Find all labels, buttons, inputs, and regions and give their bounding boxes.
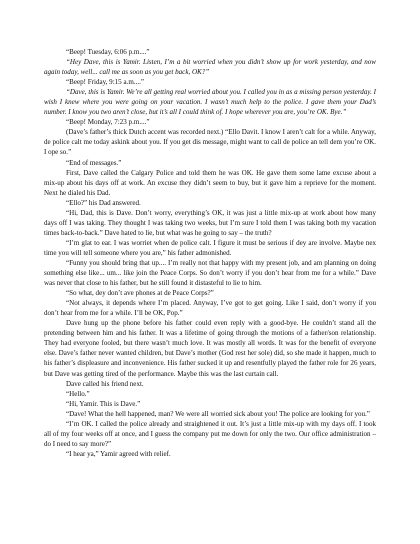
paragraph-beep-friday: “Beep! Friday, 9:15 a.m....” [66, 78, 145, 87]
paragraph-dad-reply-2: “So what, dey don’t ave phones at de Peace Corps?” [66, 289, 214, 298]
paragraph-yamir-message-2: “Dave, this is Yamir. We’re all getting real worried about you. I called you in as a missing person yesterday. I wish I knew where you were going on your vacation. I wasn’t much help to the police. I gave them your Dad’s number. I know you two aren’t close, but it’s all I could think of. I hope wherever you are, you’re OK. Bye.” [44, 88, 376, 117]
paragraph-dave-to-yamir: “I’m OK. I called the police already and straightened it out. It’s just a little mix-up with my days off. I took all of my four weeks off at once, and I guess the company put me down for only the two. Our office administration – do I need to say more?” [44, 419, 376, 448]
paragraph-dad-reply-1: “I’m glat to ear. I was worriet when de police calt. I figure it must be serious if dey are involve. Maybe nex time you will tell someone where you are,” his father admonished. [44, 238, 376, 257]
paragraph-yamir-message-1: “Hey Dave, this is Yamir. Listen, I’m a bit worried when you didn’t show up for work yesterday, and now again today, well... call me as soon as you get back, OK?” [44, 58, 376, 77]
paragraph-beep-tuesday: “Beep! Tuesday, 6:06 p.m....” [66, 48, 150, 56]
paragraph-dave-to-dad-3: “Not always, it depends where I’m placed. Anyway, I’ve got to get going. Like I said, don’t worry if you don’t hear from me for a while. I’ll be OK, Pop.” [44, 299, 376, 318]
paragraph-calls-friend: Dave called his friend next. [66, 379, 144, 388]
paragraph-dave-to-dad-2: “Funny you should bring that up.... I’m really not that happy with my present job, and am planning on doing something else like... um... like join the Peace Corps. So don’t worry if you don’t hear from me for a while.” Dave was never that close to his father, but he still found it distasteful to lie to him. [44, 258, 376, 288]
paragraph-dave-to-dad-1: “Hi, Dad, this is Dave. Don’t worry, everything’s OK, it was just a little mix-up at work about how many days off I was taking. They thought I was taking two weeks, but I’m sure I told them I was taking both my vacation times back-to-back.” Dave hated to lie, but what was he going to say – the truth? [44, 208, 376, 237]
paragraph-yamir-reply-1: “Dave! What the hell happened, man? We were all worried sick about you! The police are looking for you.” [66, 409, 370, 418]
paragraph-yamir-reply-2: “I hear ya,” Yamir agreed with relief. [66, 449, 171, 458]
paragraph-hung-up: Dave hung up the phone before his father could even reply with a good-bye. He couldn’t stand all the pretending between him and his father. It was a lifetime of going through the motions of a father/son relationship. They had everyone fooled, but there wasn’t much love. It was mostly all words. It was for the benefit of everyone else. Dave’s father never wanted children, but Dave’s mother (God rest her sole) did, so she made it happen, much to his father’s displeasure and inconvenience. His father sucked it up and resentfully played the father role for 26 years, but Dave was getting tired of the performance. Maybe this was the last curtain call. [44, 319, 376, 378]
paragraph-hello: “Hello.” [66, 389, 90, 398]
document-page [44, 47, 376, 459]
paragraph-end-of-messages: “End of messages.” [66, 158, 122, 167]
paragraph-hi-yamir: “Hi, Yamir. This is Dave.” [66, 399, 141, 408]
paragraph-dad-answers: “Ello?” his Dad answered. [66, 198, 141, 207]
paragraph-calls-police: First, Dave called the Calgary Police and told them he was OK. He gave them some lame excuse about a mix-up about his days off at work. An excuse they didn’t seem to buy, but it gave him a reprieve for the moment. Next he dialed his Dad. [44, 168, 376, 197]
paragraph-father-message: (Dave’s father’s thick Dutch accent was recorded next.) “Ello Davit. I know I aren’t calt for a while. Anyway, de police calt me today askink about you. If you get dis message, might want to call de police an tell dem you’re OK. I ope so.” [44, 128, 376, 157]
paragraph-beep-monday: “Beep! Monday, 7:23 p.m....” [66, 118, 150, 127]
